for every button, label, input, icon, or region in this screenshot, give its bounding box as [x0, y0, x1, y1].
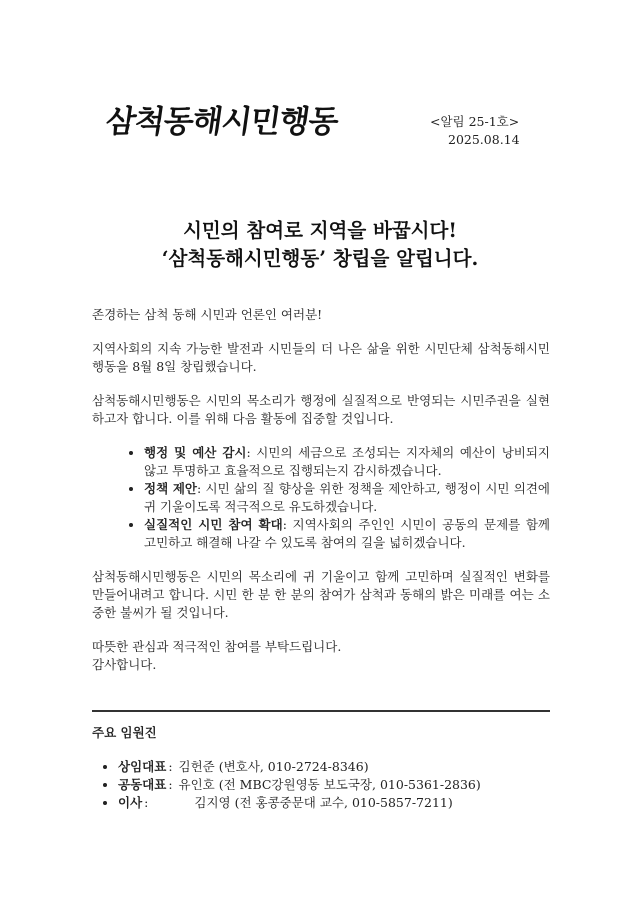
- document-title: [0, 217, 640, 273]
- activity-text: : 지역사회의 주인인 시민이 공동의 문제를 함께 고민하고 해결해 나갈 수 있도록 참여의 길을 넓히겠습니다.: [144, 517, 550, 550]
- staff-member: [118, 794, 550, 812]
- staff-info: 유인호 (전 MBC강원영동 보도국장, 010-5361-2836): [178, 777, 481, 792]
- staff-role: 이사: [118, 795, 143, 810]
- notice-number: <알림 25-1호>: [430, 114, 520, 129]
- title-line-2: ‘삼척동해시민행동’ 창립을 알립니다.: [161, 247, 479, 270]
- staff-heading: 주요 임원진: [92, 725, 157, 740]
- staff-separator: :: [168, 777, 173, 792]
- closing-thanks: 감사합니다.: [92, 657, 157, 672]
- staff-member: [118, 776, 550, 794]
- notice-date: 2025.08.14: [448, 132, 520, 147]
- staff-role: 공동대표: [118, 777, 167, 792]
- staff-member: [118, 758, 550, 776]
- closing-request: 따뜻한 관심과 적극적인 참여를 부탁드립니다.: [92, 639, 342, 654]
- paragraph-mission: 삼척동해시민행동은 시민의 목소리가 행정에 실질적으로 반영되는 시민주권을 실현하고자 합니다. 이를 위해 다음 활동에 집중할 것입니다.: [92, 393, 550, 426]
- staff-role: 상임대표: [118, 759, 167, 774]
- staff-info: 김헌준 (변호사, 010-2724-8346): [178, 759, 369, 774]
- activity-text: : 시민 삶의 질 향상을 위한 정책을 제안하고, 행정이 시민 의견에 귀 기울이도록 적극적으로 유도하겠습니다.: [144, 481, 551, 514]
- title-line-1: 시민의 참여로 지역을 바꿉시다!: [183, 219, 457, 242]
- activity-list: [92, 444, 550, 552]
- paragraph-founding: 지역사회의 지속 가능한 발전과 시민들의 더 나은 삶을 위한 시민단체 삼척동해시민행동을 8월 8일 창립했습니다.: [92, 341, 550, 374]
- activity-label: 정책 제안: [144, 481, 197, 496]
- activity-text: : 시민의 세금으로 조성되는 지자체의 예산이 낭비되지 않고 투명하고 효율적으로 집행되는지 감시하겠습니다.: [144, 445, 550, 478]
- activity-label: 행정 및 예산 감시: [144, 445, 247, 460]
- greeting: 존경하는 삼척 동해 시민과 언론인 여러분!: [92, 307, 323, 322]
- activity-label: 실질적인 시민 참여 확대: [144, 517, 283, 532]
- notice-info: [430, 113, 520, 149]
- activity-item: [144, 444, 550, 480]
- staff-section: [92, 724, 550, 812]
- staff-separator: :: [168, 759, 173, 774]
- organization-logo: 삼척동해시민행동: [103, 104, 340, 140]
- closing: [92, 638, 550, 674]
- activity-item: [144, 480, 550, 516]
- staff-separator: :: [144, 795, 149, 810]
- staff-info: 김지영 (전 홍콩중문대 교수, 010-5857-7211): [194, 795, 453, 810]
- paragraph-vision: 삼척동해시민행동은 시민의 목소리에 귀 기울이고 함께 고민하며 실질적인 변화를 만들어내려고 합니다. 시민 한 분 한 분의 참여가 삼척과 동해의 밝은 미래를 여는 소중한 불씨가 될 것입니다.: [92, 569, 550, 620]
- staff-list: [92, 758, 550, 812]
- section-divider: [92, 710, 550, 712]
- document-body: [92, 306, 550, 690]
- activity-item: [144, 516, 550, 552]
